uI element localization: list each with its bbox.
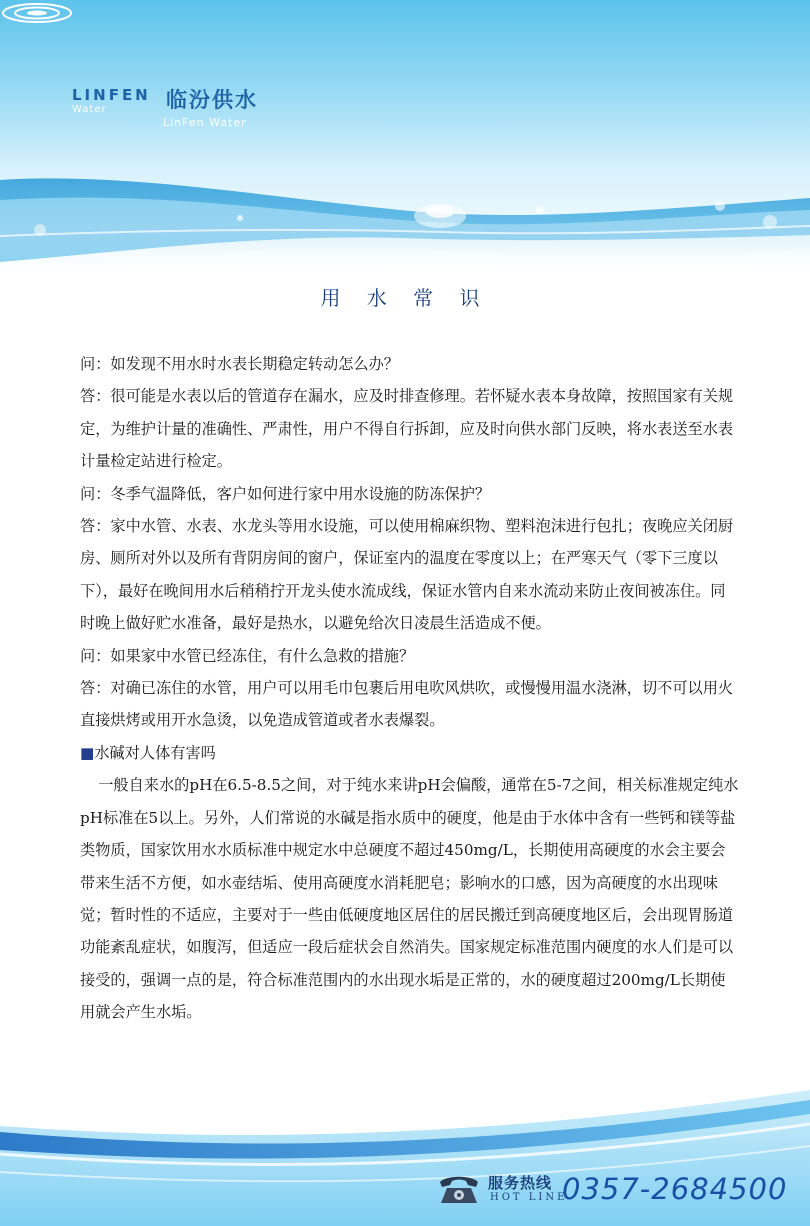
header-water-banner — [0, 0, 810, 275]
telephone-icon — [436, 1174, 482, 1206]
logo-chinese: 临汾供水 — [166, 88, 258, 112]
logo-subtitle: LinFen Water — [163, 116, 247, 129]
paragraph: 问：如发现不用水时水表长期稳定转动怎么办？ — [80, 355, 399, 373]
hotline-label-en: HOT LINE — [490, 1192, 568, 1203]
paragraph: 问：如果家中水管已经冻住，有什么急救的措施？ — [80, 646, 415, 665]
logo-water-label: Water — [72, 104, 107, 115]
paragraph: 问：冬季气温降低，客户如何进行家中用水设施的防冻保护？ — [80, 484, 491, 503]
paragraph: 答：很可能是水表以后的管道存在漏水，应及时排查修理。若怀疑水表本身故障，按照国家有关规定，为维护计量的准确性、严肃性，用户不得自行拆卸，应及时向供水部门反映，将水表送至水表计量检定站进行检定。 — [80, 387, 734, 471]
hotline-label: 服务热线 — [488, 1174, 553, 1192]
page-title: 用 水 常 识 — [320, 286, 490, 310]
water-wave-illustration — [0, 0, 810, 275]
section-heading-text: 水碱对人体有害吗 — [94, 743, 216, 762]
paragraph: 答：家中水管、水表、水龙头等用水设施，可以使用棉麻织物、塑料泡沫进行包扎；夜晚应关闭厨房、厕所对外以及所有背阴房间的窗户，保证室内的温度在零度以上；在严寒天气（零下三度以下），最好在晚间用水后稍稍拧开龙头使水流成线，保证水管内自来水流动来防止夜间被冻住。同时晚上做好贮水准备，最好是热水，以避免给次日凌晨生活造成不便。 — [80, 517, 734, 633]
logo-english: LINFEN — [72, 86, 151, 104]
section-heading — [80, 737, 740, 769]
section-body: 一般自来水的pH在6.5-8.5之间，对于纯水来讲pH会偏酸，通常在5-7之间，相关标准规定纯水pH标准在5以上。另外，人们常说的水碱是指水质中的硬度，他是由于水体中含有一些钙和镁等盐类物质，国家饮用水水质标准中规定水中总硬度不超过450mg/L，长期使用高硬度的水会主要会带来生活不方便，如水壶结垢、使用高硬度水消耗肥皂；影响水的口感，因为高硬度的水出现味觉；暂时性的不适应，主要对于一些由低硬度地区居住的居民搬迁到高硬度地区后，会出现胃肠道功能紊乱症状，如腹泻，但适应一段后症状会自然消失。国家规定标准范围内硬度的水人们是可以接受的，强调一点的是，符合标准范围内的水出现水垢是正常的，水的硬度超过200mg/L长期使用就会产生水垢。 — [80, 776, 739, 1022]
square-marker-icon: ■ — [80, 743, 95, 762]
hotline-number[interactable]: 0357-2684500 — [562, 1172, 788, 1206]
article-body — [80, 348, 740, 1029]
paragraph: 答：对确已冻住的水管，用户可以用毛巾包裹后用电吹风烘吹，或慢慢用温水浇淋，切不可以用火直接烘烤或用开水急烫，以免造成管道或者水表爆裂。 — [80, 679, 734, 730]
ripple-logo-icon — [0, 0, 74, 26]
